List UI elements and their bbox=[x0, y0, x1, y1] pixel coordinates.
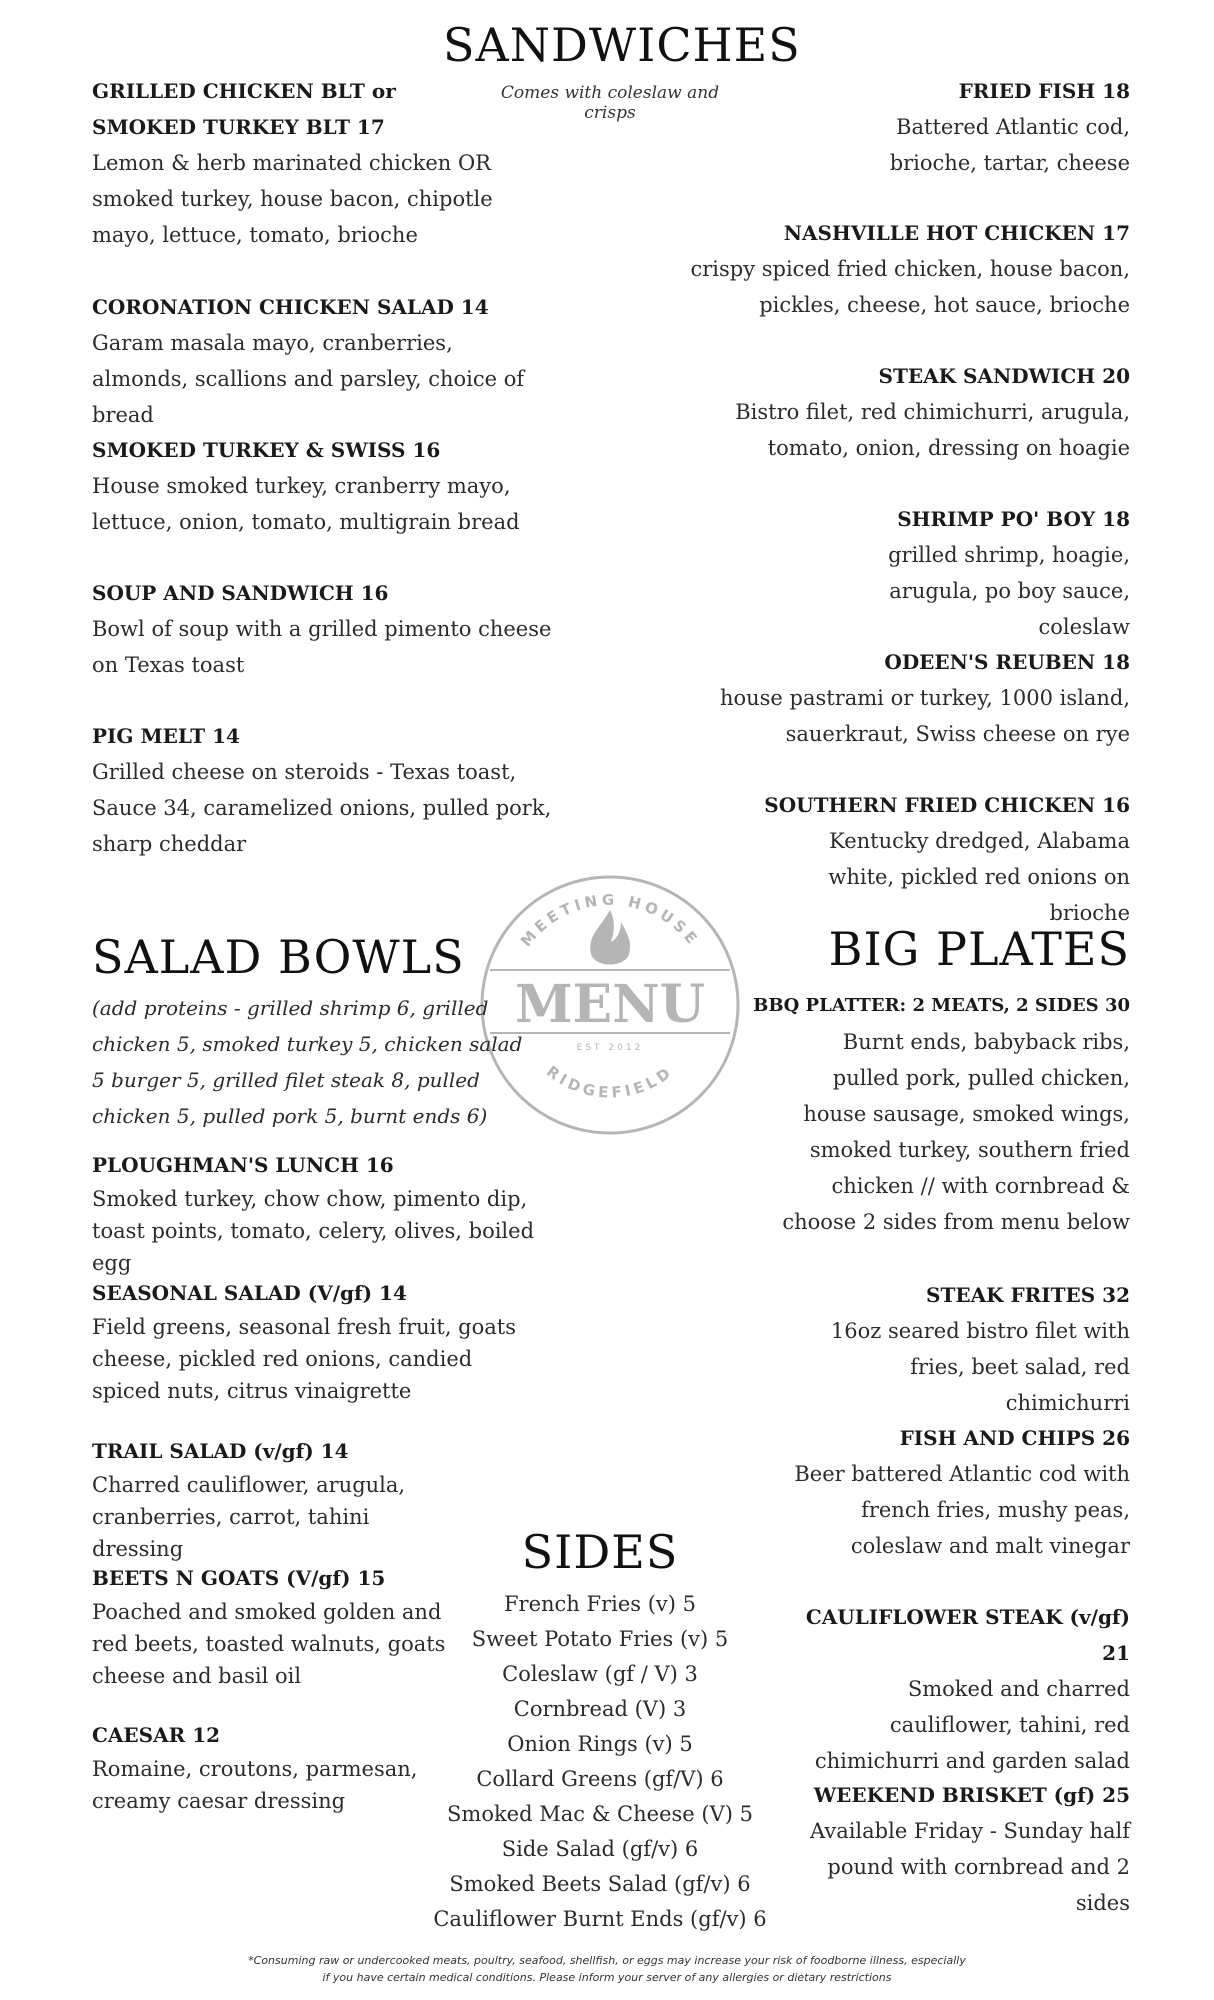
menu-item bbox=[92, 1147, 562, 1279]
side-item: Smoked Beets Salad (gf/v) 6 bbox=[449, 1872, 751, 1896]
item-name: ODEEN'S REUBEN 18 bbox=[884, 650, 1130, 674]
item-desc: Romaine, croutons, parmesan, creamy caesar dressing bbox=[92, 1757, 418, 1813]
menu-item bbox=[92, 432, 552, 540]
menu-item bbox=[780, 1599, 1130, 1779]
item-name: SOUTHERN FRIED CHICKEN 16 bbox=[764, 793, 1130, 817]
item-desc: Poached and smoked golden and red beets, toasted walnuts, goats cheese and basil oil bbox=[92, 1600, 446, 1688]
side-item: Smoked Mac & Cheese (V) 5 bbox=[447, 1802, 753, 1826]
item-name: CORONATION CHICKEN SALAD 14 bbox=[92, 295, 489, 319]
item-desc: Battered Atlantic cod, brioche, tartar, cheese bbox=[889, 115, 1130, 175]
item-name: WEEKEND BRISKET (gf) 25 bbox=[813, 1783, 1130, 1807]
menu-item bbox=[690, 73, 1130, 181]
item-desc: Kentucky dredged, Alabama white, pickled red onions on brioche bbox=[828, 829, 1130, 925]
menu-item bbox=[92, 718, 552, 862]
sandwiches-note: Comes with coleslaw and crisps bbox=[500, 83, 720, 123]
sandwiches-title: SANDWICHES bbox=[443, 18, 801, 72]
allergy-disclaimer bbox=[150, 1952, 1064, 1986]
item-desc: Beer battered Atlantic cod with french fries, mushy peas, coleslaw and malt vinegar bbox=[794, 1462, 1130, 1558]
side-item: French Fries (v) 5 bbox=[503, 1592, 696, 1616]
menu-item bbox=[690, 787, 1130, 931]
item-desc: grilled shrimp, hoagie, arugula, po boy sauce, coleslaw bbox=[888, 543, 1130, 639]
item-desc: Grilled cheese on steroids - Texas toast, Sauce 34, caramelized onions, pulled pork, sharp cheddar bbox=[92, 760, 552, 856]
item-desc: Lemon & herb marinated chicken OR smoked turkey, house bacon, chipotle mayo, lettuce, tomato, brioche bbox=[92, 151, 493, 247]
item-name: PIG MELT 14 bbox=[92, 724, 240, 748]
item-name: BBQ PLATTER: 2 MEATS, 2 SIDES 30 bbox=[753, 995, 1130, 1016]
salad-bowls-title: SALAD BOWLS bbox=[92, 930, 465, 984]
menu-item bbox=[92, 1717, 432, 1817]
menu-item bbox=[790, 1277, 1130, 1421]
item-name: STEAK FRITES 32 bbox=[926, 1283, 1130, 1307]
item-name: FRIED FISH 18 bbox=[958, 79, 1130, 103]
item-name: TRAIL SALAD (v/gf) 14 bbox=[92, 1439, 349, 1463]
item-name: CAESAR 12 bbox=[92, 1723, 221, 1747]
side-item: Sweet Potato Fries (v) 5 bbox=[471, 1627, 729, 1651]
item-name: SHRIMP PO' BOY 18 bbox=[897, 507, 1130, 531]
sides-list bbox=[420, 1587, 780, 1937]
side-item: Collard Greens (gf/V) 6 bbox=[476, 1767, 724, 1791]
menu-item bbox=[92, 73, 552, 253]
item-desc: 16oz seared bistro filet with fries, beet salad, red chimichurri bbox=[830, 1319, 1130, 1415]
item-desc: Bistro filet, red chimichurri, arugula, tomato, onion, dressing on hoagie bbox=[735, 400, 1130, 460]
item-desc: Field greens, seasonal fresh fruit, goats cheese, pickled red onions, candied spiced nuts, citrus vinaigrette bbox=[92, 1315, 516, 1403]
sides-title: SIDES bbox=[521, 1525, 679, 1579]
menu-item bbox=[690, 358, 1130, 466]
item-desc: Smoked and charred cauliflower, tahini, red chimichurri and garden salad bbox=[814, 1677, 1130, 1773]
item-desc: Available Friday - Sunday half pound with cornbread and 2 sides bbox=[810, 1819, 1130, 1915]
disclaimer-line-2: if you have certain medical conditions. Please inform your server of any allergies or dietary restrictions bbox=[322, 1971, 892, 1984]
item-name: GRILLED CHICKEN BLT or SMOKED TURKEY BLT 17 bbox=[92, 79, 396, 139]
item-desc: Burnt ends, babyback ribs, pulled pork, pulled chicken, house sausage, smoked wings, smoked turkey, southern fried chicken // with cornbread & choose 2 sides from menu below bbox=[782, 1030, 1130, 1234]
seal-main-text: MENU bbox=[514, 974, 706, 1035]
menu-item bbox=[690, 215, 1130, 323]
menu-item bbox=[730, 988, 1130, 1240]
menu-item bbox=[92, 1433, 452, 1565]
item-desc: Charred cauliflower, arugula, cranberries, carrot, tahini dressing bbox=[92, 1473, 406, 1561]
item-name: CAULIFLOWER STEAK (v/gf) 21 bbox=[805, 1605, 1130, 1665]
flame-icon bbox=[590, 910, 630, 965]
menu-item bbox=[780, 1420, 1130, 1564]
seal-top-textpath: MEETING HOUSE bbox=[516, 891, 704, 951]
seal-est: EST 2012 bbox=[576, 1043, 644, 1053]
side-item: Cornbread (V) 3 bbox=[513, 1697, 687, 1721]
seal-bottom-text bbox=[543, 1062, 677, 1102]
item-desc: Smoked turkey, chow chow, pimento dip, toast points, tomato, celery, olives, boiled egg bbox=[92, 1187, 535, 1275]
side-item: Coleslaw (gf / V) 3 bbox=[502, 1662, 698, 1686]
disclaimer-line-1: *Consuming raw or undercooked meats, poultry, seafood, shellfish, or eggs may increase your risk of foodborne illness, especially bbox=[248, 1954, 966, 1967]
menu-item bbox=[690, 644, 1130, 752]
item-name: SEASONAL SALAD (V/gf) 14 bbox=[92, 1281, 407, 1305]
item-desc: Bowl of soup with a grilled pimento cheese on Texas toast bbox=[92, 617, 552, 677]
item-name: SMOKED TURKEY & SWISS 16 bbox=[92, 438, 441, 462]
menu-item bbox=[92, 1275, 532, 1407]
big-plates-title: BIG PLATES bbox=[828, 922, 1130, 976]
item-name: BEETS N GOATS (V/gf) 15 bbox=[92, 1566, 386, 1590]
item-desc: Garam masala mayo, cranberries, almonds, scallions and parsley, choice of bread bbox=[92, 331, 525, 427]
item-name: STEAK SANDWICH 20 bbox=[878, 364, 1130, 388]
item-name: PLOUGHMAN'S LUNCH 16 bbox=[92, 1153, 394, 1177]
menu-item bbox=[92, 289, 552, 433]
item-desc: House smoked turkey, cranberry mayo, lettuce, onion, tomato, multigrain bread bbox=[92, 474, 520, 534]
menu-item bbox=[92, 1560, 452, 1692]
menu-item bbox=[690, 501, 1130, 645]
item-name: FISH AND CHIPS 26 bbox=[899, 1426, 1130, 1450]
side-item: Side Salad (gf/v) 6 bbox=[501, 1837, 699, 1861]
seal-bottom-textpath: RIDGEFIELD bbox=[543, 1062, 677, 1102]
item-desc: house pastrami or turkey, 1000 island, sauerkraut, Swiss cheese on rye bbox=[719, 686, 1130, 746]
salad-bowls-note: (add proteins - grilled shrimp 6, grilled chicken 5, smoked turkey 5, chicken salad 5 burger 5, grilled filet steak 8, pulled chicken 5, pulled pork 5, burnt ends 6) bbox=[92, 996, 523, 1128]
item-name: SOUP AND SANDWICH 16 bbox=[92, 581, 389, 605]
item-name: NASHVILLE HOT CHICKEN 17 bbox=[783, 221, 1130, 245]
item-desc: crispy spiced fried chicken, house bacon, pickles, cheese, hot sauce, brioche bbox=[690, 257, 1130, 317]
side-item: Onion Rings (v) 5 bbox=[507, 1732, 693, 1756]
side-item: Cauliflower Burnt Ends (gf/v) 6 bbox=[433, 1907, 767, 1931]
menu-item bbox=[92, 575, 552, 683]
menu-item bbox=[800, 1777, 1130, 1921]
